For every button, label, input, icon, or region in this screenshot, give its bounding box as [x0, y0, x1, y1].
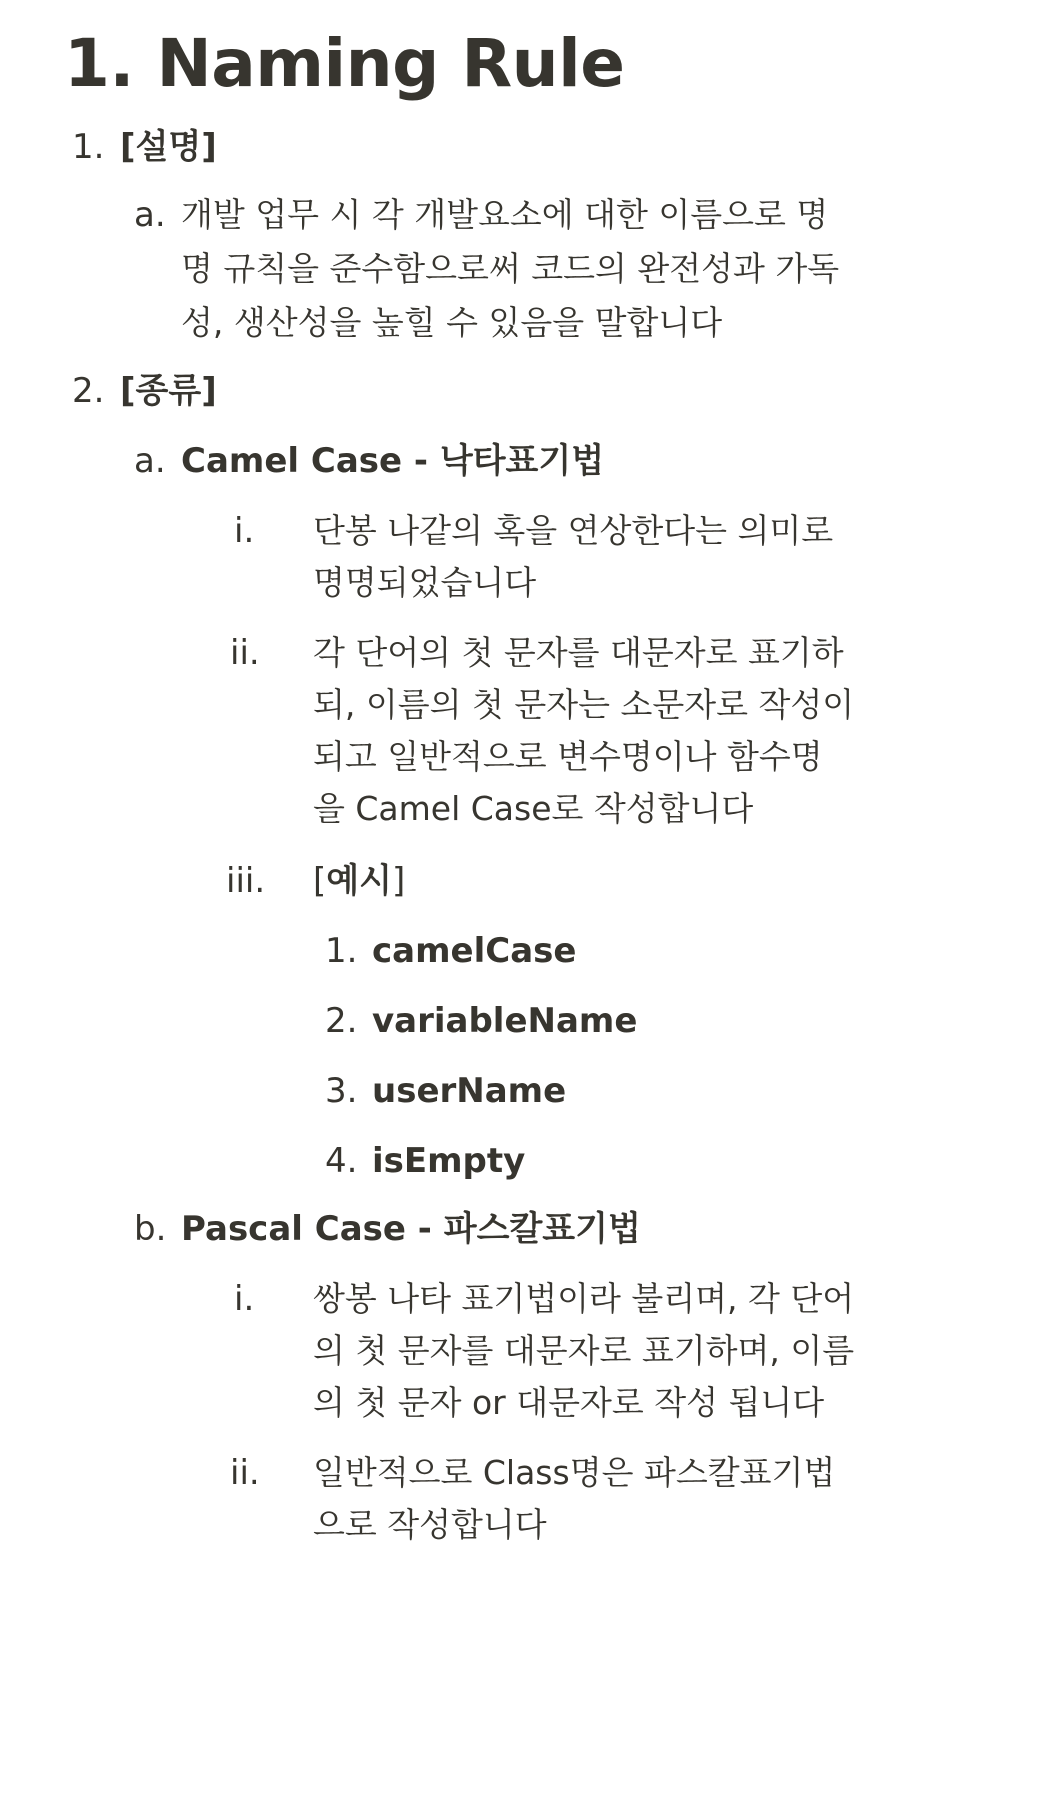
subsection-title-pascal-case: Pascal Case - 파스칼표기법: [181, 1209, 641, 1249]
description-line-3: 성, 생산성을 높힐 수 있음을 말합니다: [181, 303, 723, 342]
pascal-point-1-line-2: 의 첫 문자를 대문자로 표기하며, 이름: [313, 1331, 855, 1370]
list-marker: a.: [134, 195, 166, 235]
list-marker: i.: [234, 511, 255, 551]
list-marker: b.: [134, 1209, 167, 1249]
example-item: userName: [372, 1071, 567, 1111]
camel-point-1-line-2: 명명되었습니다: [313, 563, 537, 602]
camel-point-2-line-4: 을 Camel Case로 작성합니다: [313, 789, 754, 828]
list-marker: ii.: [230, 633, 260, 673]
subsection-title-camel-case: Camel Case - 낙타표기법: [181, 441, 605, 481]
list-marker: 1.: [325, 931, 358, 971]
description-line-2: 명 규칙을 준수함으로써 코드의 완전성과 가독: [181, 249, 840, 288]
list-marker: 1.: [72, 127, 105, 167]
section-title-types: [종류]: [120, 371, 217, 411]
list-marker: 3.: [325, 1071, 358, 1111]
pascal-point-1-line-1: 쌍봉 나타 표기법이라 불리며, 각 단어: [313, 1279, 855, 1318]
pascal-point-2-line-1: 일반적으로 Class명은 파스칼표기법: [313, 1453, 836, 1492]
example-item: variableName: [372, 1001, 638, 1041]
pascal-point-1-line-3: 의 첫 문자 or 대문자로 작성 됩니다: [313, 1383, 825, 1422]
list-marker: 4.: [325, 1141, 358, 1181]
camel-point-1-line-1: 단봉 나같의 혹을 연상한다는 의미로: [313, 511, 834, 550]
list-marker: a.: [134, 441, 166, 481]
examples-title-text: 예시: [326, 861, 392, 901]
list-marker: 2.: [325, 1001, 358, 1041]
example-item: camelCase: [372, 931, 577, 971]
list-marker: i.: [234, 1279, 255, 1319]
example-item: isEmpty: [372, 1141, 526, 1181]
description-line-1: 개발 업무 시 각 개발요소에 대한 이름으로 명: [181, 195, 829, 234]
section-title-description: [설명]: [120, 127, 217, 167]
list-marker: 2.: [72, 371, 105, 411]
camel-point-2-line-1: 각 단어의 첫 문자를 대문자로 표기하: [313, 633, 844, 672]
examples-bracket-close: ]: [391, 861, 406, 901]
list-marker: ii.: [230, 1453, 260, 1493]
examples-bracket-open: [: [313, 861, 327, 901]
examples-title: [313, 852, 405, 910]
page-title: 1. Naming Rule: [64, 25, 625, 102]
pascal-point-2-line-2: 으로 작성합니다: [313, 1505, 547, 1544]
camel-point-2-line-2: 되, 이름의 첫 문자는 소문자로 작성이: [313, 685, 855, 724]
camel-point-2-line-3: 되고 일반적으로 변수명이나 함수명: [313, 737, 823, 776]
list-marker: iii.: [226, 861, 266, 901]
